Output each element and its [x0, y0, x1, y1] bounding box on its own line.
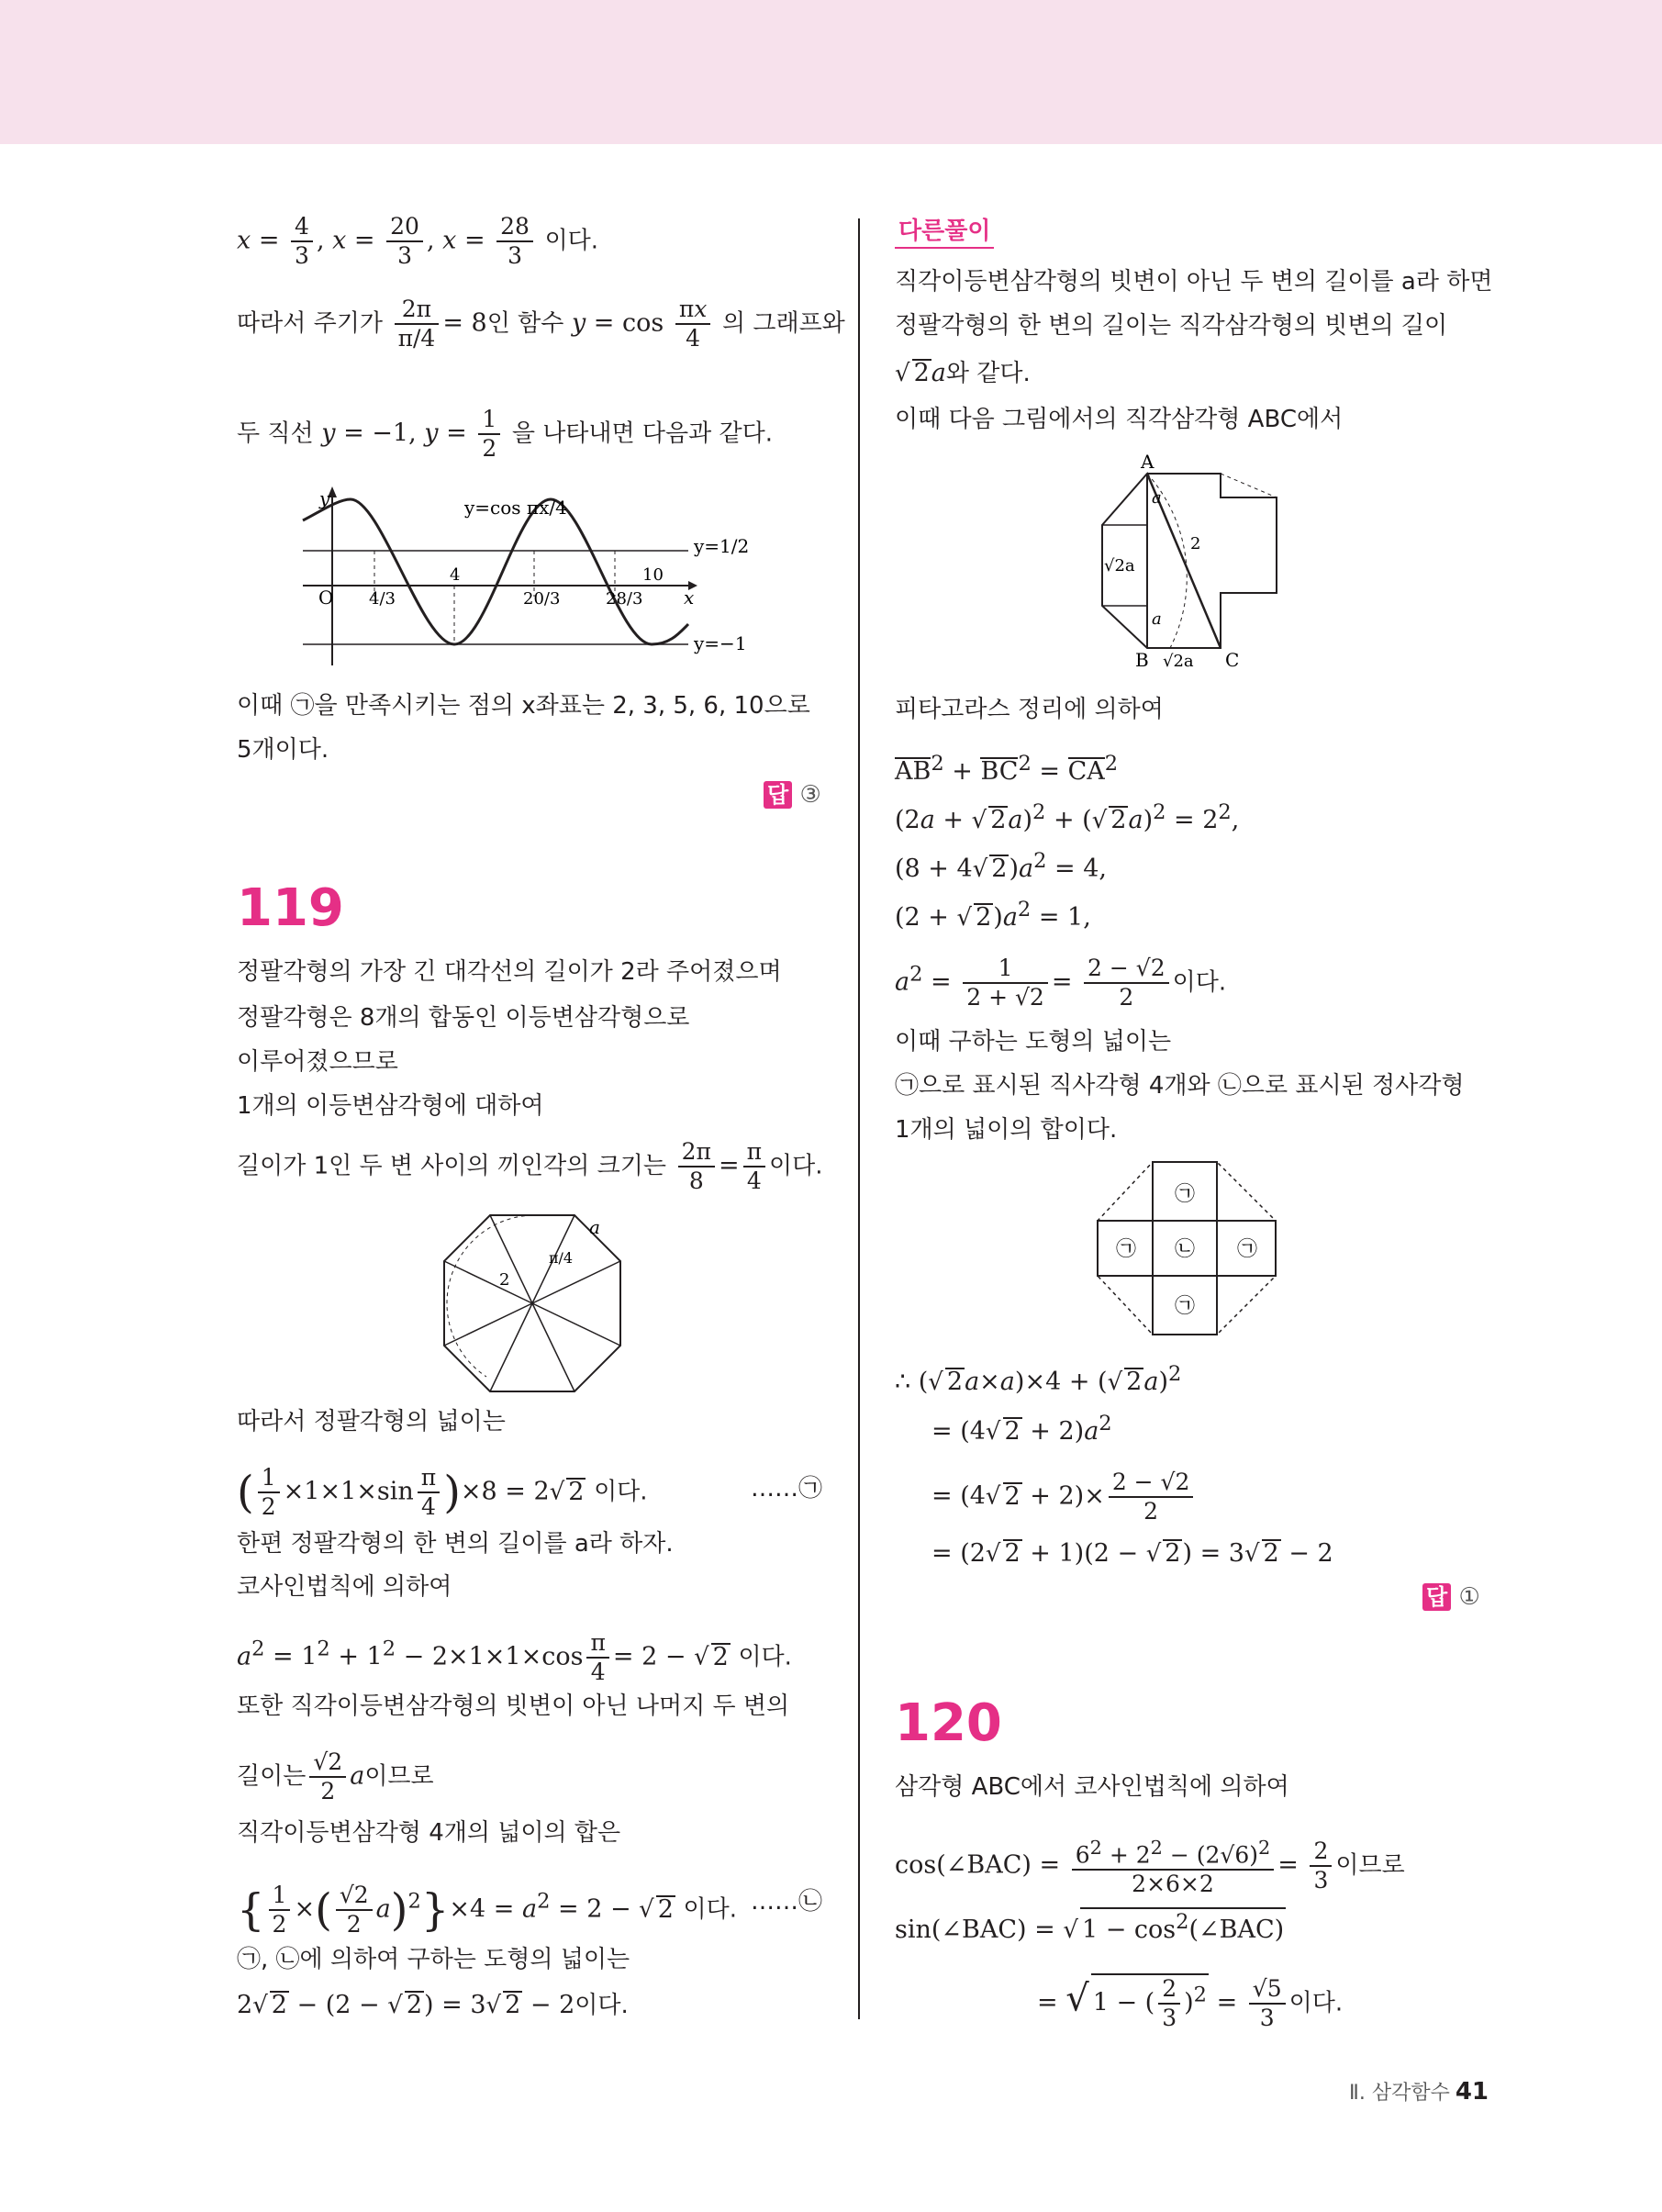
label-a-bottom: a — [1152, 609, 1162, 629]
octagon-angle-label: π/4 — [549, 1249, 574, 1267]
cross-label-center: ㉡ — [1175, 1238, 1196, 1261]
alt-line-8: ㉠으로 표시된 직사각형 4개와 ㉡으로 표시된 정사각형 — [895, 1072, 1465, 1100]
alt-line-7: 이때 구하는 도형의 넓이는 — [895, 1028, 1172, 1056]
alt-eq-7: = (4√ $2 + 2)a^2$ — [931, 1412, 1112, 1446]
p119-line-1: 정팔각형의 가장 긴 대각선의 길이가 2라 주어졌으며 — [237, 958, 782, 986]
answer-118 — [764, 781, 821, 809]
p120-line-2: cos(∠BAC) = $\frac{6^2 + 2^2 - (2√6)^2}{2\times 6\times 2}$ = $\frac{2}{3}$ 이므로 — [895, 1834, 1405, 1898]
column-divider — [858, 218, 860, 2019]
tick-label-28-3: 28/3 — [606, 589, 643, 609]
vertex-A: A — [1141, 451, 1154, 473]
alt-eq-3: (8 + 4√ $2)a^2 = 4$, — [895, 849, 1107, 883]
tick-label-4: 4 — [450, 565, 461, 585]
y-axis-label: y — [319, 487, 330, 509]
tick-label-4-3: 4/3 — [369, 589, 396, 609]
alt-line-5: 피타고라스 정리에 의하여 — [895, 696, 1164, 723]
cross-label-left: ㉠ — [1116, 1238, 1137, 1261]
problem-number-119: 119 — [237, 878, 344, 938]
alt-line-3: √ 2a와 같다. — [895, 359, 1031, 387]
footer-section: Ⅱ. 삼각함수 — [1349, 2082, 1450, 2105]
alt-eq-6: ∴ (√ 2a×a)×4 + (√ 2a)$^2$ — [895, 1362, 1182, 1396]
cross-label-top: ㉠ — [1175, 1183, 1196, 1206]
label-two: 2 — [1190, 534, 1201, 553]
label-root2a-left: √2a — [1104, 556, 1135, 575]
line-label-minus-one: y=−1 — [694, 632, 747, 654]
alt-line-4: 이때 다음 그림에서의 직각삼각형 ABC에서 — [895, 406, 1344, 433]
alt-eq-1: $AB^2 + BC^2 = CA^2$ — [895, 752, 1119, 786]
p120-line-4: = √ 1 − ( $\frac{2}{3}$ )$^2$ = $\frac{√5}{3}$ 이다. — [1037, 1975, 1344, 2031]
octagon-figure — [431, 1202, 633, 1404]
alt-eq-4: (2 + √ $2)a^2 = 1$, — [895, 898, 1091, 932]
cross-label-bottom: ㉠ — [1175, 1295, 1196, 1318]
p120-line-1: 삼각형 ABC에서 코사인법칙에 의하여 — [895, 1773, 1289, 1801]
alternate-solution-tag: 다른풀이 — [895, 216, 994, 249]
cross-figure — [1092, 1156, 1285, 1340]
page-footer — [1349, 2077, 1489, 2106]
p119-line-3: 이루어졌으므로 — [237, 1048, 398, 1076]
p119-line-10: $a^2 = 1^2 + 1^2 - 2\times 1\times 1\times\cos$ $\frac{\pi}{4}$ = 2 − √ 2 이다. — [237, 1629, 792, 1685]
p119-mark-2: ……㉡ — [751, 1888, 823, 1916]
alt-eq-9: = (2√ 2 + 1)(2 − √ 2) = 3√ 2 − 2 — [931, 1539, 1333, 1568]
origin-label: O — [318, 587, 334, 609]
solution-line-count-2: 5개이다. — [237, 736, 329, 764]
vertex-B: B — [1135, 649, 1149, 671]
label-root2a-bottom: √2a — [1163, 652, 1194, 671]
answer-value: ① — [1458, 1583, 1480, 1611]
octagon-radius-label: 2 — [499, 1270, 510, 1290]
header-band — [0, 0, 1662, 144]
solution-line-two-lines: 두 직선 y = −1, y = $\frac{1}{2}$ 을 나타내면 다음과 같다. — [237, 406, 774, 462]
p120-line-3: sin(∠BAC) = √ $1 - \cos^2(\angle BAC)$ — [895, 1907, 1286, 1946]
p119-line-16: 2√ 2 − (2 − √ 2) = 3√ 2 − 2이다. — [237, 1991, 629, 2019]
page-number: 41 — [1455, 2078, 1489, 2106]
curve-label: y=cos πx/4 — [464, 497, 567, 519]
answer-label: 답 — [764, 781, 792, 809]
alt-eq-2: (2a + √ 2a)$^2$ + (√ $2a)^2 = 2^2$, — [895, 800, 1240, 834]
p119-line-14: { $\frac{1}{2}$ ×( $\frac{√2}{2}$ $a)^2\}\times 4 = a^2 = 2$ − √ 2 이다. — [237, 1882, 738, 1938]
p119-line-4: 1개의 이등변삼각형에 대하여 — [237, 1092, 544, 1120]
p119-line-8: 한편 정팔각형의 한 변의 길이를 a라 하자. — [237, 1530, 674, 1558]
solution-line-count: 이때 ㉠을 만족시키는 점의 x좌표는 2, 3, 5, 6, 10으로 — [237, 692, 810, 720]
solution-line-x-values: x = $\frac{4}{3}$ , x = $\frac{20}{3}$ , x = $\frac{28}{3}$ 이다. — [237, 213, 599, 269]
p119-line-9: 코사인법칙에 의하여 — [237, 1573, 452, 1601]
tick-label-20-3: 20/3 — [523, 589, 561, 609]
p119-mark-1: ……㉠ — [751, 1475, 823, 1503]
alt-line-9: 1개의 넓이의 합이다. — [895, 1116, 1118, 1144]
alt-eq-5: $a^2$ = $\frac{1}{2 + √2}$ = $\frac{2 - √2}{2}$ 이다. — [895, 955, 1227, 1011]
label-a-top: a — [1152, 488, 1162, 508]
answer-value: ③ — [799, 781, 821, 809]
cosine-curve — [303, 499, 688, 644]
x-axis-label: x — [684, 587, 695, 609]
octagon-side-label: a — [589, 1216, 600, 1238]
p119-line-12: 길이는 $\frac{√2}{2}$ a이므로 — [237, 1748, 434, 1804]
p119-line-15: ㉠, ㉡에 의하여 구하는 도형의 넓이는 — [237, 1946, 630, 1973]
p119-line-7: ( $\frac{1}{2}$ ×1×1×sin $\frac{\pi}{4}$ )×8 = 2√ 2 이다. — [237, 1464, 648, 1520]
vertex-C: C — [1225, 649, 1240, 671]
p119-line-2: 정팔각형은 8개의 합동인 이등변삼각형으로 — [237, 1004, 690, 1032]
answer-119 — [1422, 1583, 1480, 1611]
cosine-graph — [294, 477, 771, 670]
p119-line-13: 직각이등변삼각형 4개의 넓이의 합은 — [237, 1819, 621, 1847]
alt-line-2: 정팔각형의 한 변의 길이는 직각삼각형의 빗변의 길이 — [895, 312, 1448, 340]
p119-line-11: 또한 직각이등변삼각형의 빗변이 아닌 나머지 두 변의 — [237, 1693, 790, 1720]
problem-number-120: 120 — [895, 1693, 1002, 1753]
tick-label-10: 10 — [642, 565, 664, 585]
p119-line-6: 따라서 정팔각형의 넓이는 — [237, 1408, 506, 1436]
triangle-abc-figure — [1088, 450, 1299, 675]
solution-line-period: 따라서 주기가 $\frac{2\pi}{\pi/4}$ = 8인 함수 y = cos $\frac{\pi x}{4}$ 의 그래프와 — [237, 296, 845, 352]
p119-line-5: 길이가 1인 두 변 사이의 끼인각의 크기는 $\frac{2\pi}{8}$ = $\frac{\pi}{4}$ 이다. — [237, 1138, 823, 1194]
alt-line-1: 직각이등변삼각형의 빗변이 아닌 두 변의 길이를 a라 하면 — [895, 268, 1493, 296]
cross-label-right: ㉠ — [1237, 1238, 1258, 1261]
alt-eq-8: = (4√ 2 + 2)× $\frac{2 - √2}{2}$ — [931, 1469, 1197, 1525]
answer-label: 답 — [1422, 1583, 1451, 1611]
line-label-half: y=1/2 — [694, 535, 750, 557]
